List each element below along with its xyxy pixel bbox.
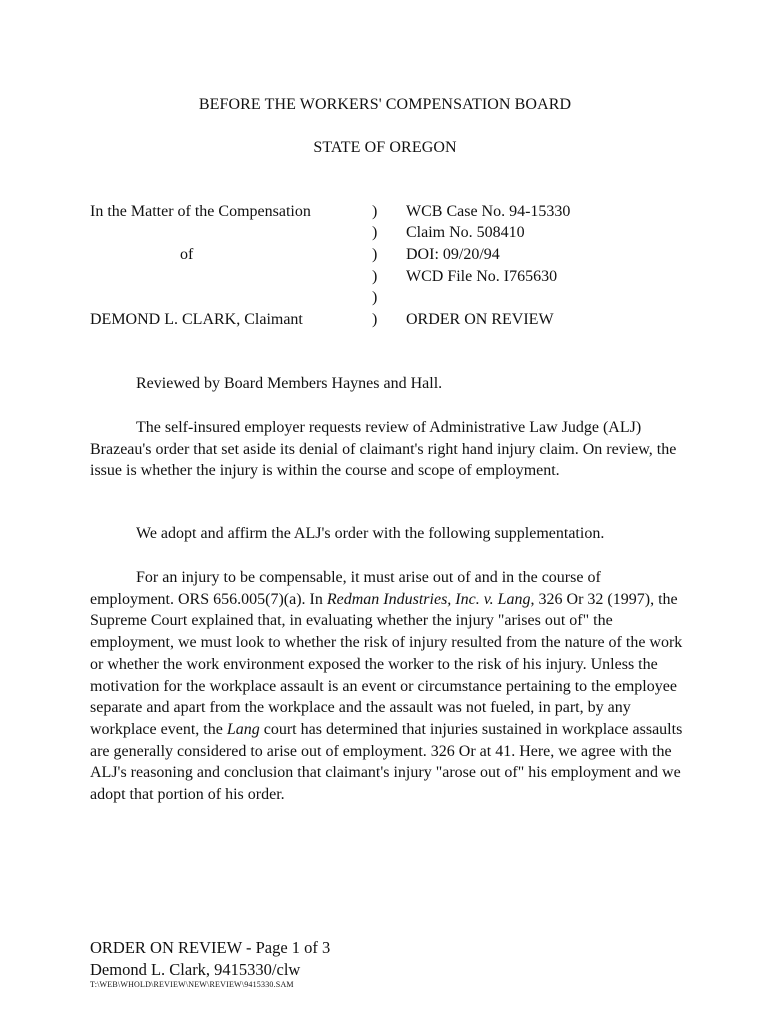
wcd-file-number: WCD File No. I765630: [406, 268, 558, 285]
caption-paren: ): [372, 311, 378, 328]
caption-paren: ): [372, 246, 378, 263]
matter-label: In the Matter of the Compensation: [90, 203, 311, 220]
footer-case-name: Demond L. Clark, 9415330/clw: [90, 960, 301, 979]
paragraph-request: [90, 417, 686, 482]
order-title: ORDER ON REVIEW: [406, 311, 554, 328]
reviewed-by: Reviewed by Board Members Haynes and Hall.: [136, 375, 443, 392]
file-path: T:\WEB\WHOLD\REVIEW\NEW\REVIEW\9415330.SAM: [90, 980, 294, 989]
caption-paren: ): [372, 203, 378, 220]
adopt-statement: We adopt and affirm the ALJ's order with the following supplementation.: [136, 525, 605, 542]
date-of-injury: DOI: 09/20/94: [406, 246, 500, 263]
case-caption: [0, 0, 770, 340]
caption-paren: ): [372, 268, 378, 285]
state-heading: STATE OF OREGON: [313, 139, 457, 156]
claimant-name: DEMOND L. CLARK, Claimant: [90, 311, 303, 328]
page-footer: [90, 937, 330, 981]
case-short-name: Lang: [226, 720, 260, 738]
board-heading: BEFORE THE WORKERS' COMPENSATION BOARD: [198, 96, 572, 113]
footer-page-number: ORDER ON REVIEW - Page 1 of 3: [90, 938, 331, 957]
analysis-text-3: court has determined that injuries sustained in workplace assaults are generally considered to arise out of employment. 326 Or at 41. Here, we agree with the ALJ's reasoning and conclusion that claimant's injury "arose out of" his employment and we adopt that portion of his order.: [90, 720, 683, 804]
case-citation: Redman Industries, Inc. v. Lang: [326, 590, 531, 608]
paragraph-analysis-text: [90, 567, 686, 806]
paragraph-analysis: [90, 567, 686, 806]
analysis-text-1: For an injury to be compensable, it must arise out of and in the course of employment. ORS 656.005(7)(a). In: [90, 569, 601, 608]
caption-paren: ): [372, 289, 378, 306]
paragraph-request-text: The self-insured employer requests review of Administrative Law Judge (ALJ) Brazeau's order that set aside its denial of claimant's right hand injury claim. On review, the issue is whether the injury is within the course and scope of employment.: [90, 419, 677, 480]
analysis-text-2: , 326 Or 32 (1997), the Supreme Court explained that, in evaluating whether the injury "arises out of" the employment, we must look to whether the risk of injury resulted from the nature of the work or whether the work environment exposed the worker to the risk of his injury. Unless the motivation for the workplace assault is an event or circumstance pertaining to the employee separate and apart from the workplace and the assault was not fueled, in part, by any workplace event, the: [90, 590, 683, 738]
caption-paren: ): [372, 224, 378, 241]
wcb-case-number: WCB Case No. 94-15330: [406, 203, 571, 220]
claim-number: Claim No. 508410: [406, 224, 525, 241]
of-label: of: [180, 246, 194, 263]
